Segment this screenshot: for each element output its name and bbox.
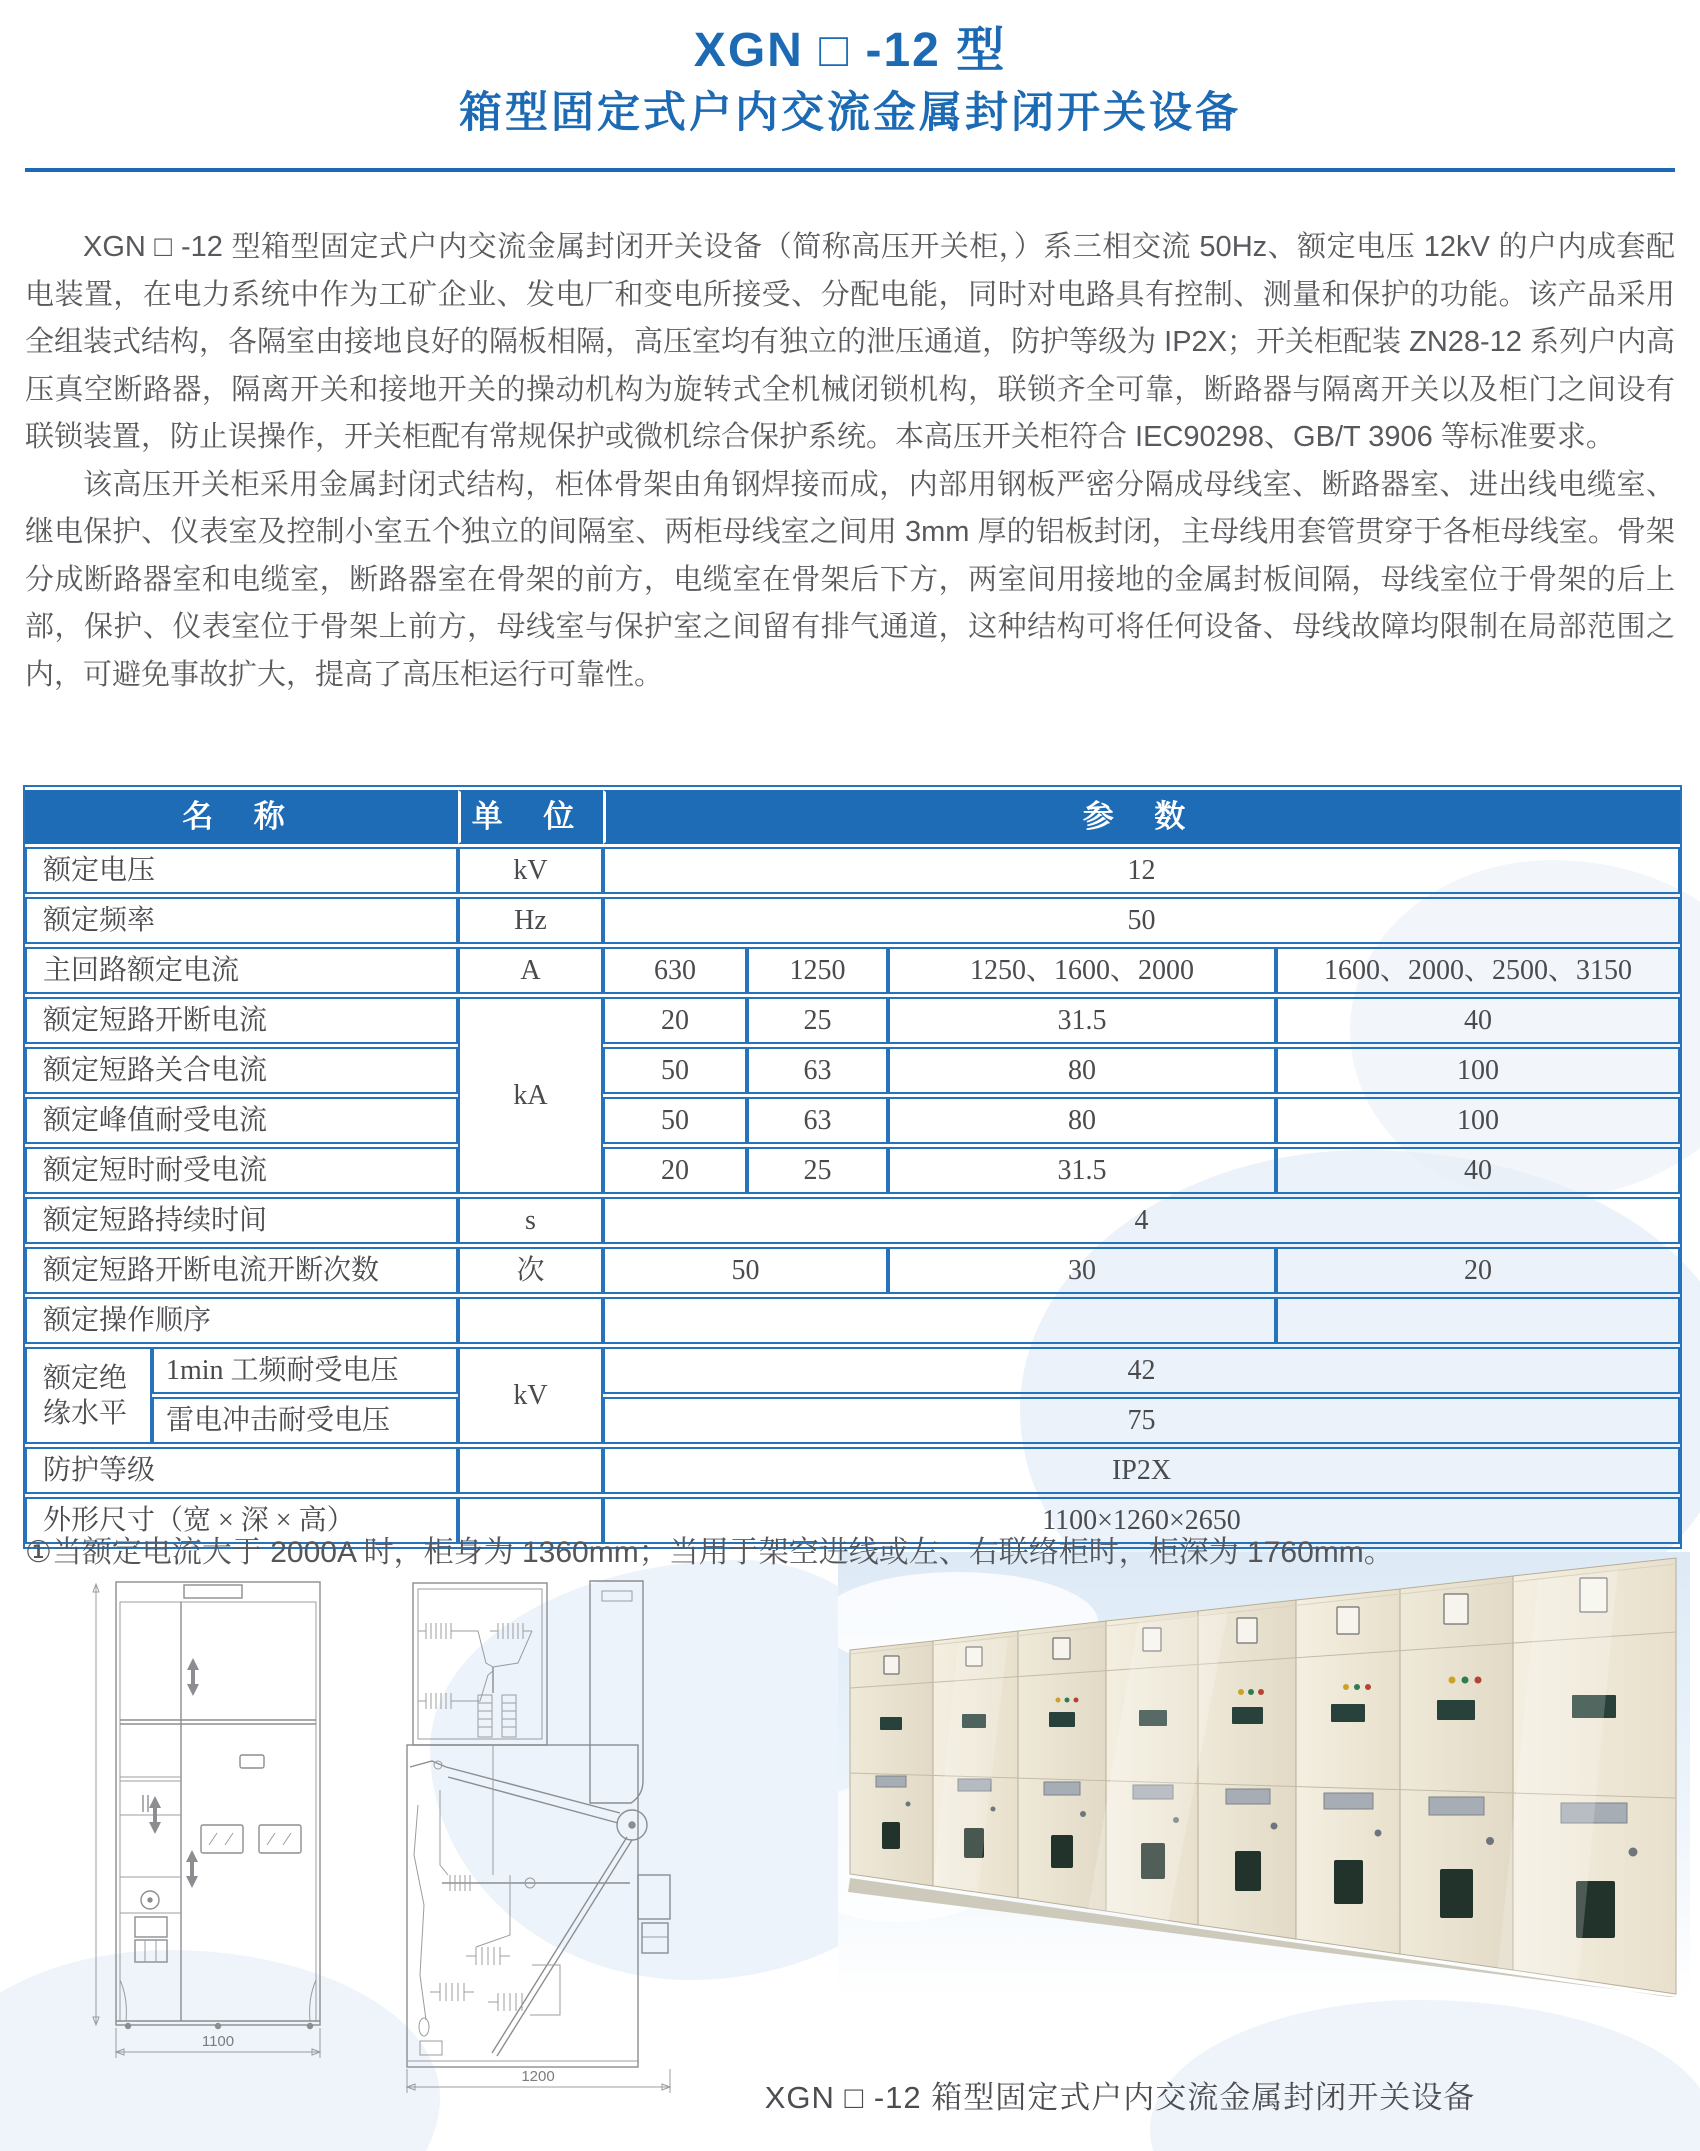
product-model-title: XGN □ -12 型 xyxy=(693,24,1007,77)
intro-paragraph-1: XGN □ -12 型箱型固定式户内交流金属封闭开关设备（简称高压开关柜，）系三相交流 50Hz、额定电压 12kV 的户内成套配电装置，在电力系统中作为工矿企业、发电厂和变电所接受、分配电能，同时对电路具有控制、测量和保护的功能。该产品采用全组装式结构，各隔室由接地良好的隔板相隔，高压室均有独立的泄压通道，防护等级为 IP2X；开关柜配装 ZN28-12 系列户内高压真空断路器，隔离开关和接地开关的操动机构为旋转式全机械闭锁机构，联锁齐全可靠，断路器与隔离开关以及柜门之间设有联锁装置，防止误操作，开关柜配有常规保护或微机综合保护系统。本高压开关柜符合 IEC90298、GB/T 3906 等标准要求。 xyxy=(25,231,1675,453)
photo-caption: XGN □ -12 箱型固定式户内交流金属封闭开关设备 xyxy=(764,2080,1476,2115)
title-divider xyxy=(25,168,1675,172)
spec-value-cell: 50 xyxy=(603,1047,747,1094)
spec-value-cell: 75 xyxy=(603,1397,1680,1444)
spec-table-row xyxy=(25,1347,1680,1394)
spec-value-cell: 50 xyxy=(603,1097,747,1144)
spec-unit-cell: s xyxy=(458,1197,603,1244)
spec-table-row xyxy=(25,897,1680,944)
spec-table-row xyxy=(25,1247,1680,1294)
spec-table-row xyxy=(25,947,1680,994)
spec-unit-cell xyxy=(458,1447,603,1494)
spec-row-label: 额定短路关合电流 xyxy=(25,1047,458,1094)
spec-sub-label: 雷电冲击耐受电压 xyxy=(152,1397,458,1444)
spec-row-label: 主回路额定电流 xyxy=(25,947,458,994)
spec-unit-cell xyxy=(458,1297,603,1344)
spec-table-row xyxy=(25,1447,1680,1494)
spec-row-label: 额定短路开断电流 xyxy=(25,997,458,1044)
spec-value-cell: 30 xyxy=(888,1247,1276,1294)
spec-value-cell: 20 xyxy=(603,997,747,1044)
spec-header-cell: 单 位 xyxy=(458,790,603,844)
title-block xyxy=(0,22,1700,140)
side-view-svg xyxy=(380,1575,700,2100)
spec-row-label: 额定短路开断电流开断次数 xyxy=(25,1247,458,1294)
spec-value-cell: 40 xyxy=(1276,1147,1680,1194)
spec-value-cell: 12 xyxy=(603,847,1680,894)
front-view-drawing xyxy=(88,1580,338,2090)
spec-value-cell: 25 xyxy=(747,1147,888,1194)
spec-table xyxy=(25,787,1680,1547)
spec-unit-cell: kV xyxy=(458,1347,603,1444)
product-photo xyxy=(838,1552,1690,1997)
spec-header-cell: 参 数 xyxy=(603,790,1680,844)
side-cabinet-outline xyxy=(407,1581,670,2067)
spec-unit-cell: A xyxy=(458,947,603,994)
key-arrow-symbols xyxy=(149,1658,199,1888)
spec-value-cell: 31.5 xyxy=(888,1147,1276,1194)
side-view-drawing xyxy=(380,1575,700,2100)
spec-value-cell: 25 xyxy=(747,997,888,1044)
spec-table-frame xyxy=(23,785,1682,1549)
intro-paragraph-2: 该高压开关柜采用金属封闭式结构，柜体骨架由角钢焊接而成，内部用钢板严密分隔成母线室、断路器室、进出线电缆室、继电保护、仪表室及控制小室五个独立的间隔室、两柜母线室之间用 3mm 厚的铝板封闭，主母线用套管贯穿于各柜母线室。骨架分成断路器室和电缆室，断路器室在骨架的前方，电缆室在骨架后下方，两室间用接地的金属封板间隔，母线室位于骨架的后上部，保护、仪表室位于骨架上前方，母线室与保护室之间留有排气通道，这种结构可将任何设备、母线故障均限制在局部范围之内，可避免事故扩大，提高了高压柜运行可靠性。 xyxy=(25,468,1675,691)
intro-text xyxy=(25,224,1675,780)
spec-table-row xyxy=(25,1097,1680,1144)
spec-value-cell: 20 xyxy=(1276,1247,1680,1294)
spec-value-cell: IP2X xyxy=(603,1447,1680,1494)
spec-row-label: 额定频率 xyxy=(25,897,458,944)
spec-unit-cell: kV xyxy=(458,847,603,894)
spec-table-row xyxy=(25,1197,1680,1244)
spec-table-row xyxy=(25,997,1680,1044)
spec-value-cell: 100 xyxy=(1276,1097,1680,1144)
spec-value-cell: 100 xyxy=(1276,1047,1680,1094)
spec-row-label: 防护等级 xyxy=(25,1447,458,1494)
spec-value-cell: 630 xyxy=(603,947,747,994)
side-depth-label: 1200 xyxy=(521,2068,555,2085)
spec-value-cell: 20 xyxy=(603,1147,747,1194)
spec-table-row xyxy=(25,1297,1680,1344)
spec-unit-cell: Hz xyxy=(458,897,603,944)
front-width-dimension xyxy=(116,2028,320,2058)
spec-value-cell: 50 xyxy=(603,1247,888,1294)
spec-value-cell: 1250 xyxy=(747,947,888,994)
spec-row-label: 额定绝缘水平 xyxy=(25,1347,152,1444)
spec-row-label: 外形尺寸（宽 × 深 × 高） xyxy=(25,1497,458,1544)
spec-value-cell: 42 xyxy=(603,1347,1680,1394)
front-view-svg xyxy=(88,1580,338,2090)
spec-value-cell: 80 xyxy=(888,1047,1276,1094)
spec-value-cell: 1600、2000、2500、3150 xyxy=(1276,947,1680,994)
spec-value-cell: 31.5 xyxy=(888,997,1276,1044)
spec-unit-cell: kA xyxy=(458,997,603,1194)
spec-value-cell: 4 xyxy=(603,1197,1680,1244)
spec-row-label: 额定短时耐受电流 xyxy=(25,1147,458,1194)
spec-table-row xyxy=(25,847,1680,894)
spec-table-row xyxy=(25,1397,1680,1444)
spec-value-cell: 80 xyxy=(888,1097,1276,1144)
spec-header-cell: 名 称 xyxy=(25,790,458,844)
spec-row-label: 额定电压 xyxy=(25,847,458,894)
front-width-label: 1100 xyxy=(201,2033,235,2050)
spec-table-row xyxy=(25,1147,1680,1194)
spec-table-row xyxy=(25,790,1680,844)
spec-unit-cell: 次 xyxy=(458,1247,603,1294)
spec-table-body xyxy=(25,790,1680,1544)
spec-value-cell: 50 xyxy=(603,897,1680,944)
spec-row-label: 额定操作顺序 xyxy=(25,1297,458,1344)
spec-table-row xyxy=(25,1047,1680,1094)
product-name-title: 箱型固定式户内交流金属封闭开关设备 xyxy=(459,89,1241,137)
spec-value-cell: 1100×1260×2650 xyxy=(603,1497,1680,1544)
spec-value-cell: 63 xyxy=(747,1097,888,1144)
spec-row-label: 额定峰值耐受电流 xyxy=(25,1097,458,1144)
spec-value-cell xyxy=(603,1297,1276,1344)
switchgear-photo-svg xyxy=(838,1552,1690,1997)
spec-value-cell: 63 xyxy=(747,1047,888,1094)
spec-row-label: 额定短路持续时间 xyxy=(25,1197,458,1244)
footnote: ①当额定电流大于 2000A 时，柜身为 1360mm；当用于架空进线或左、右联络柜时，柜深为 1760mm。 xyxy=(25,1536,1394,1569)
spec-sub-label: 1min 工频耐受电压 xyxy=(152,1347,458,1394)
front-cabinet-outline xyxy=(93,1582,320,2029)
spec-value-cell: 1250、1600、2000 xyxy=(888,947,1276,994)
spec-value-cell: 40 xyxy=(1276,997,1680,1044)
spec-value-cell xyxy=(1276,1297,1680,1344)
